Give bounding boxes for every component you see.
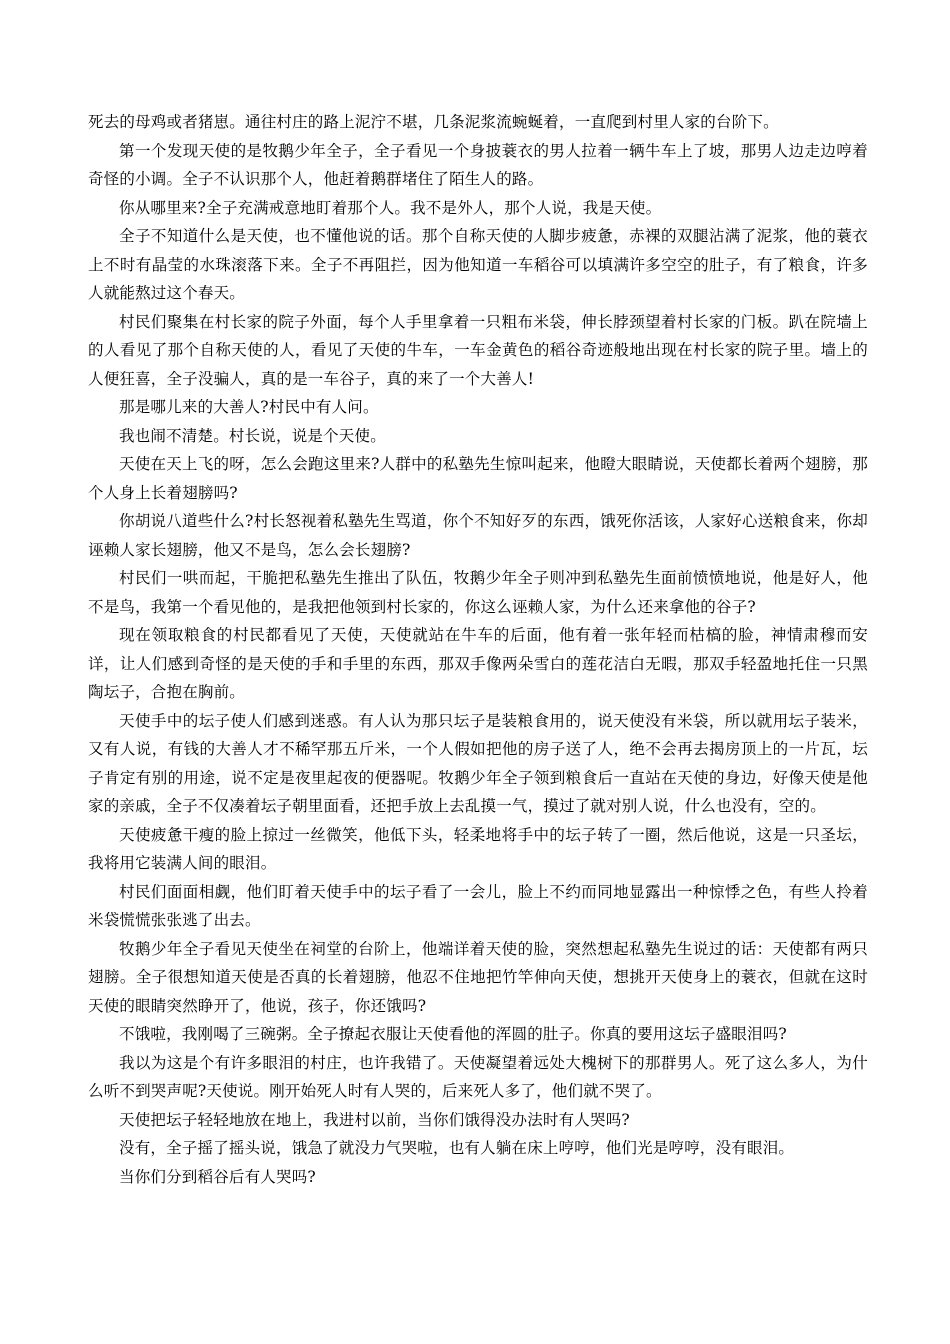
paragraph: 死去的母鸡或者猪崽。通往村庄的路上泥泞不堪，几条泥浆流蜿蜒着，一直爬到村里人家的台阶下。	[88, 113, 779, 131]
paragraph: 天使手中的坛子使人们感到迷惑。有人认为那只坛子是装粮食用的，说天使没有米袋，所以就用坛子装米，又有人说，有钱的大善人才不稀罕那五斤米，一个人假如把他的房子送了人，绝不会再去揭房顶上的一片瓦，坛子肯定有别的用途，说不定是夜里起夜的便器呢。牧鹅少年全子领到粮食后一直站在天使的身边，好像天使是他家的亲戚，全子不仅凑着坛子朝里面看，还把手放上去乱摸一气，摸过了就对别人说，什么也没有，空的。	[88, 711, 868, 815]
paragraph: 天使疲惫干瘦的脸上掠过一丝微笑，他低下头，轻柔地将手中的坛子转了一圈，然后他说，这是一只圣坛，我将用它装满人间的眼泪。	[88, 825, 868, 872]
paragraph: 村民们一哄而起，干脆把私塾先生推出了队伍，牧鹅少年全子则冲到私塾先生面前愤愤地说，他是好人，他不是鸟，我第一个看见他的，是我把他领到村长家的，你这么诬赖人家，为什么还来拿他的谷子?	[88, 569, 868, 616]
paragraph: 现在领取粮食的村民都看见了天使，天使就站在牛车的后面，他有着一张年轻而枯槁的脸，神情肃穆而安详，让人们感到奇怪的是天使的手和手里的东西，那双手像两朵雪白的莲花洁白无暇，那双手轻盈地托住一只黑陶坛子，合抱在胸前。	[88, 626, 868, 701]
paragraph: 我以为这是个有许多眼泪的村庄，也许我错了。天使凝望着远处大槐树下的那群男人。死了这么多人，为什么听不到哭声呢?天使说。刚开始死人时有人哭的，后来死人多了，他们就不哭了。	[88, 1053, 868, 1100]
paragraph: 我也闹不清楚。村长说，说是个天使。	[119, 426, 386, 445]
paragraph: 第一个发现天使的是牧鹅少年全子，全子看见一个身披蓑衣的男人拉着一辆牛车上了坡，那男人边走边哼着奇怪的小调。全子不认识那个人，他赶着鹅群堵住了陌生人的路。	[88, 141, 868, 188]
paragraph: 牧鹅少年全子看见天使坐在祠堂的台阶上，他端详着天使的脸，突然想起私塾先生说过的话：天使都有两只翅膀。全子很想知道天使是否真的长着翅膀，他忍不住地把竹竿伸向天使，想挑开天使身上的蓑衣，但就在这时天使的眼睛突然睁开了，他说，孩子，你还饿吗?	[88, 939, 868, 1015]
paragraph: 你从哪里来?全子充满戒意地盯着那个人。我不是外人，那个人说，我是天使。	[119, 198, 662, 217]
paragraph: 村民们面面相觑，他们盯着天使手中的坛子看了一会儿，脸上不约而同地显露出一种惊悸之色，有些人拎着米袋慌慌张张逃了出去。	[88, 882, 868, 929]
paragraph: 全子不知道什么是天使，也不懂他说的话。那个自称天使的人脚步疲惫，赤裸的双腿沾满了泥浆，他的蓑衣上不时有晶莹的水珠滚落下来。全子不再阻拦，因为他知道一车稻谷可以填满许多空空的肚子，有了粮食，许多人就能熬过这个春天。	[88, 227, 868, 302]
paragraph: 那是哪儿来的大善人?村民中有人问。	[119, 398, 379, 416]
paragraph: 你胡说八道些什么?村长怒视着私塾先生骂道，你个不知好歹的东西，饿死你活该，人家好心送粮食来，你却诬赖人家长翅膀，他又不是鸟，怎么会长翅膀?	[88, 512, 868, 559]
paragraph: 村民们聚集在村长家的院子外面，每个人手里拿着一只粗布米袋，伸长脖颈望着村长家的门板。趴在院墙上的人看见了那个自称天使的人，看见了天使的牛车，一车金黄色的稻谷奇迹般地出现在村长家的院子里。墙上的人便狂喜，全子没骗人，真的是一车谷子，真的来了一个大善人!	[88, 312, 868, 388]
paragraph: 天使在天上飞的呀，怎么会跑这里来?人群中的私塾先生惊叫起来，他瞪大眼睛说，天使都长着两个翅膀，那个人身上长着翅膀吗?	[88, 455, 868, 502]
paragraph: 天使把坛子轻轻地放在地上，我进村以前，当你们饿得没办法时有人哭吗?	[119, 1110, 630, 1129]
paragraph: 不饿啦，我刚喝了三碗粥。全子撩起衣服让天使看他的浑圆的肚子。你真的要用这坛子盛眼泪吗?	[119, 1025, 787, 1043]
paragraph: 没有，全子摇了摇头说，饿急了就没力气哭啦，也有人躺在床上哼哼，他们光是哼哼，没有眼泪。	[119, 1139, 795, 1157]
document-page	[88, 108, 868, 1191]
paragraph: 当你们分到稻谷后有人哭吗?	[119, 1167, 316, 1186]
